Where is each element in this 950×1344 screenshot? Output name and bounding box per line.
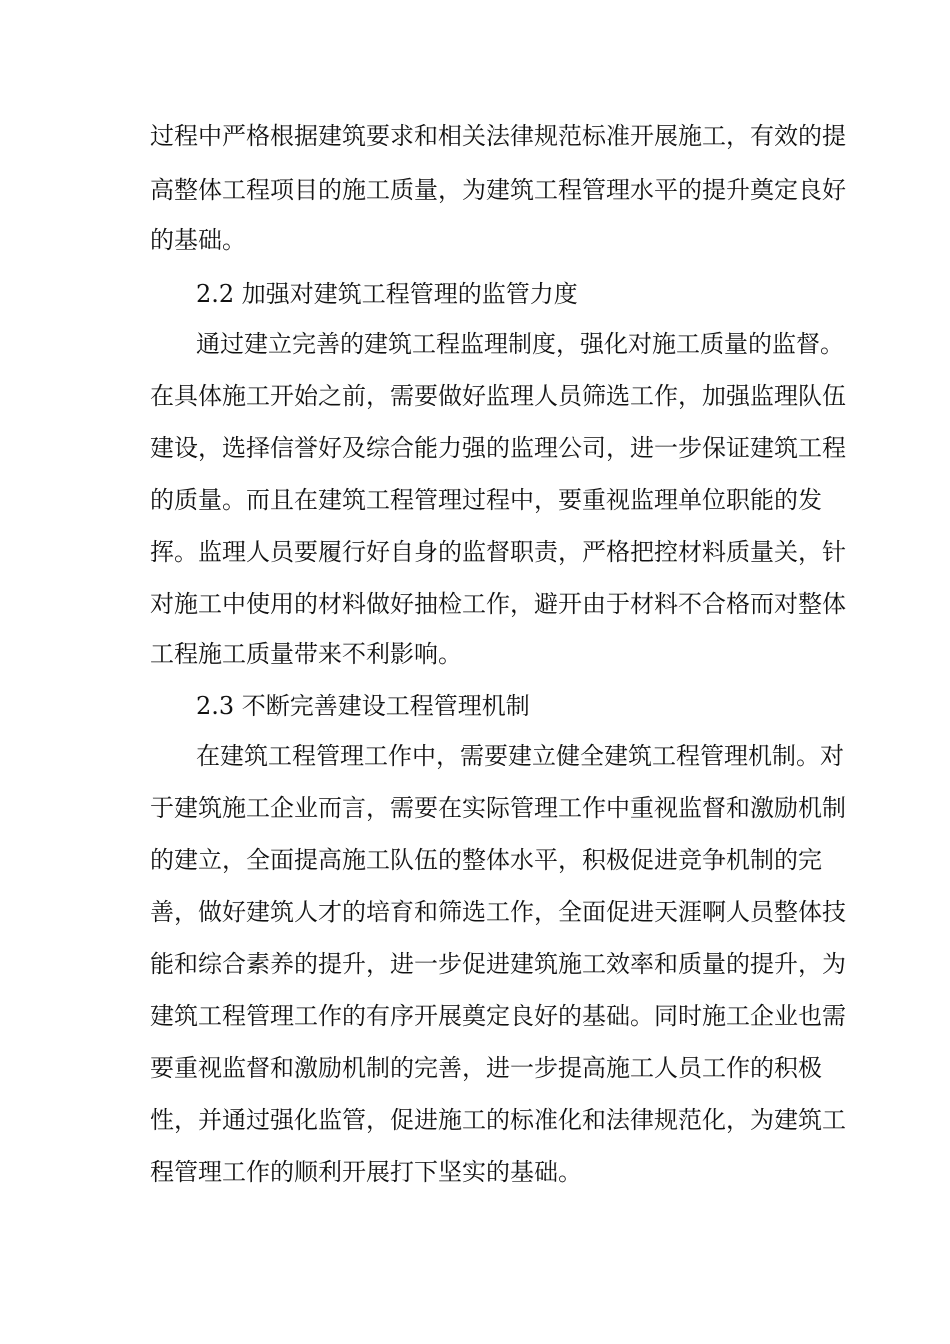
body-text-line: 善，做好建筑人才的培育和筛选工作，全面促进天涯啊人员整体技 — [150, 898, 846, 926]
body-text-line: 在具体施工开始之前，需要做好监理人员筛选工作，加强监理队伍 — [150, 382, 846, 410]
body-text-line: 挥。监理人员要履行好自身的监督职责，严格把控材料质量关，针 — [150, 538, 846, 566]
body-text-line: 要重视监督和激励机制的完善，进一步提高施工人员工作的积极 — [150, 1054, 822, 1082]
section-heading-2-2: 2.2 加强对建筑工程管理的监管力度 — [196, 280, 578, 308]
body-text-line: 对施工中使用的材料做好抽检工作，避开由于材料不合格而对整体 — [150, 590, 846, 618]
section-heading-2-3: 2.3 不断完善建设工程管理机制 — [196, 692, 530, 720]
body-text-line: 能和综合素养的提升，进一步促进建筑施工效率和质量的提升，为 — [150, 950, 846, 978]
body-text-line: 程管理工作的顺利开展打下坚实的基础。 — [150, 1158, 582, 1186]
body-text-line: 工程施工质量带来不利影响。 — [150, 640, 462, 668]
body-text-line: 的建立，全面提高施工队伍的整体水平，积极促进竞争机制的完 — [150, 846, 822, 874]
body-text-line: 过程中严格根据建筑要求和相关法律规范标准开展施工，有效的提 — [150, 122, 846, 150]
paragraph-first-line: 通过建立完善的建筑工程监理制度，强化对施工质量的监督。 — [196, 330, 844, 358]
body-text-line: 的质量。而且在建筑工程管理过程中，要重视监理单位职能的发 — [150, 486, 822, 514]
body-text-line: 性，并通过强化监管，促进施工的标准化和法律规范化，为建筑工 — [150, 1106, 846, 1134]
body-text-line: 于建筑施工企业而言，需要在实际管理工作中重视监督和激励机制 — [150, 794, 846, 822]
body-text-line: 高整体工程项目的施工质量，为建筑工程管理水平的提升奠定良好 — [150, 176, 846, 204]
paragraph-first-line: 在建筑工程管理工作中，需要建立健全建筑工程管理机制。对 — [196, 742, 844, 770]
body-text-line: 的基础。 — [150, 226, 246, 254]
body-text-line: 建设，选择信誉好及综合能力强的监理公司，进一步保证建筑工程 — [150, 434, 846, 462]
body-text-line: 建筑工程管理工作的有序开展奠定良好的基础。同时施工企业也需 — [150, 1002, 846, 1030]
